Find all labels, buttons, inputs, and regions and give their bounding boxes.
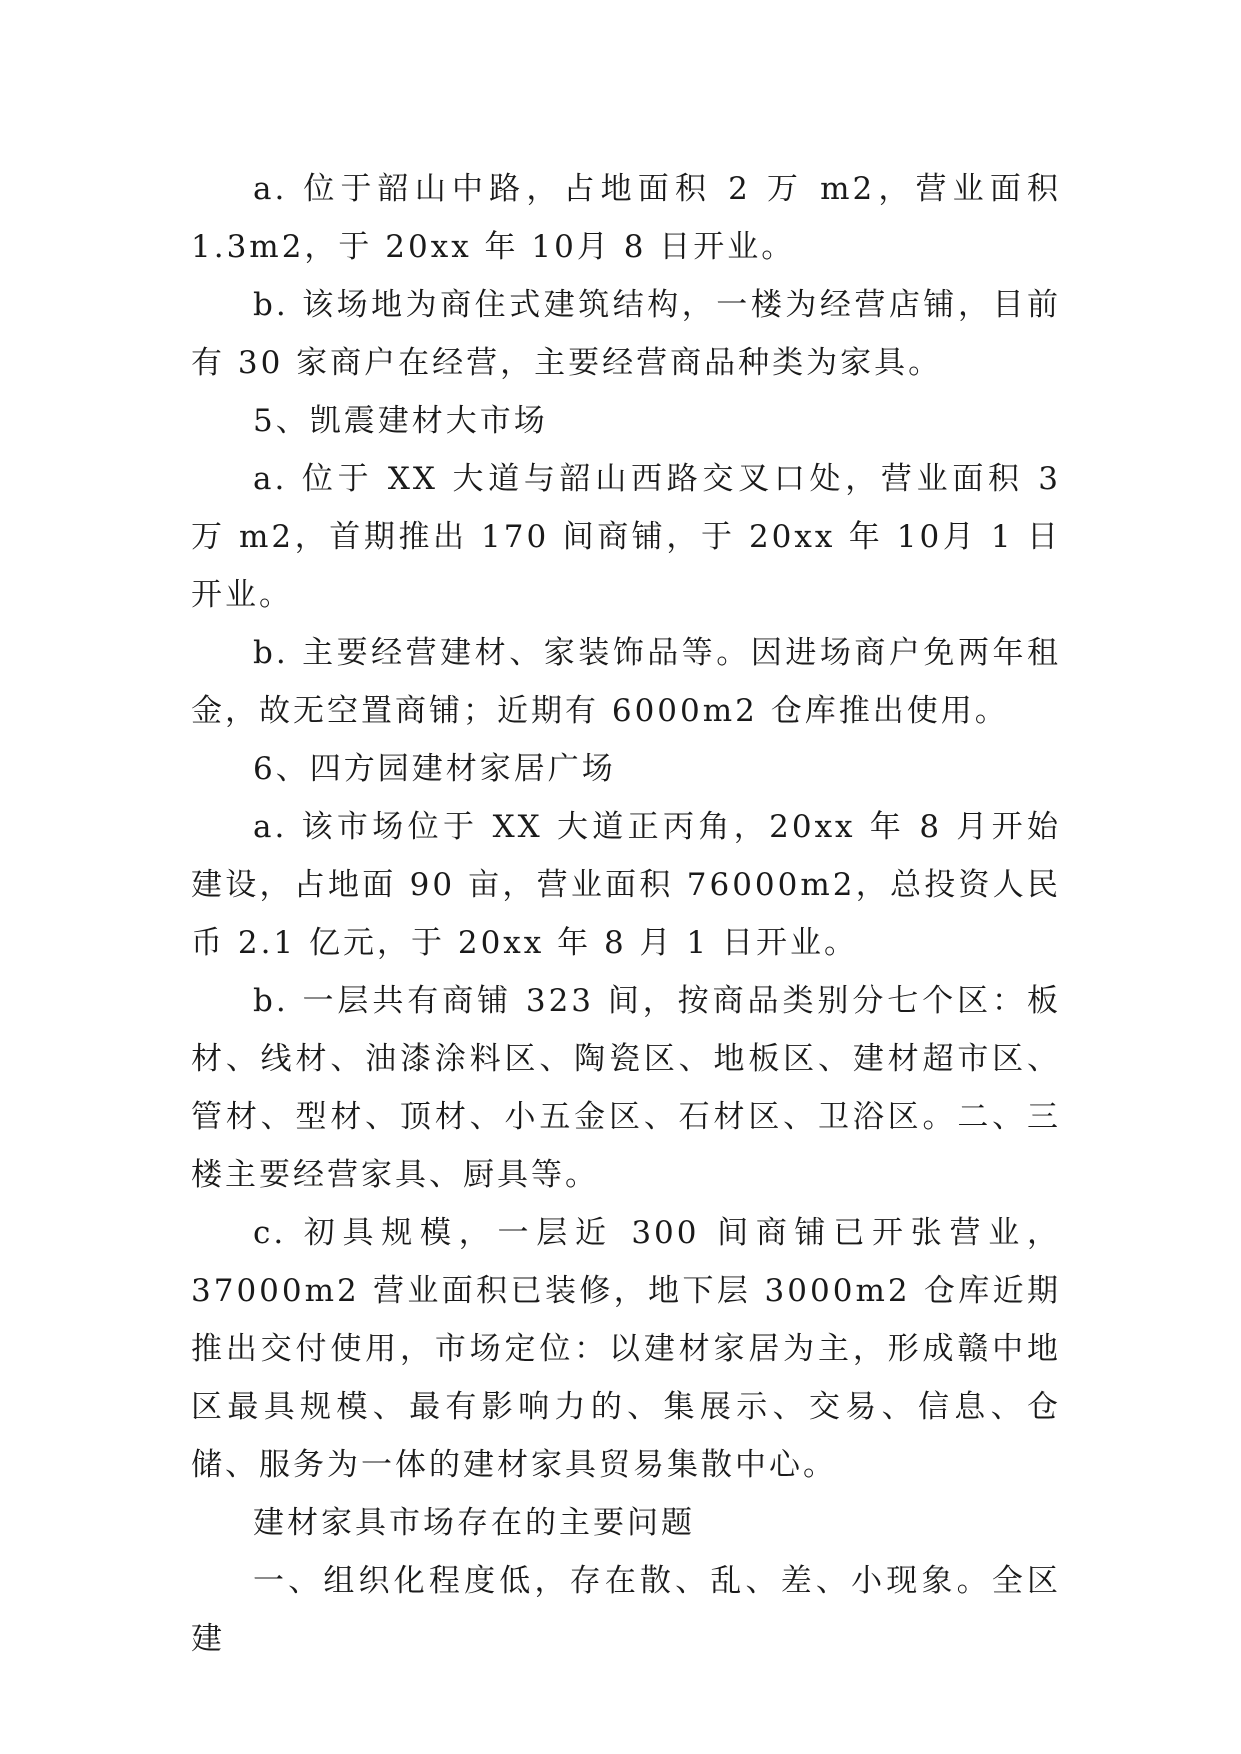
paragraph-3: a. 位于 XX 大道与韶山西路交叉口处，营业面积 3 万 m2，首期推出 170 间商铺，于 20xx 年 10月 1 日开业。 [191, 461, 1061, 613]
paragraph-2: b. 该场地为商住式建筑结构，一楼为经营店铺，目前有 30 家商户在经营，主要经营商品种类为家具。 [191, 287, 1061, 381]
paragraph-7: c. 初具规模，一层近 300 间商铺已开张营业，37000m2 营业面积已装修，地下层 3000m2 仓库近期推出交付使用，市场定位：以建材家居为主，形成赣中地区最具规模、最有影响力的、集展示、交易、信息、仓储、服务为一体的建材家具贸易集散中心。 [191, 1215, 1061, 1483]
paragraph-4: b. 主要经营建材、家装饰品等。因进场商户免两年租金，故无空置商铺；近期有 6000m2 仓库推出使用。 [191, 635, 1061, 729]
document-body [191, 160, 1061, 1668]
section-heading-6: 6、四方园建材家居广场 [253, 751, 616, 787]
section-heading-5: 5、凯震建材大市场 [253, 403, 548, 439]
section-heading-problems: 建材家具市场存在的主要问题 [253, 1505, 695, 1541]
paragraph-8: 一、组织化程度低，存在散、乱、差、小现象。全区建 [191, 1563, 1061, 1657]
paragraph-5: a. 该市场位于 XX 大道正丙角，20xx 年 8 月开始建设，占地面 90 亩，营业面积 76000m2，总投资人民币 2.1 亿元，于 20xx 年 8 月 1 日开业。 [191, 809, 1061, 961]
paragraph-6: b. 一层共有商铺 323 间，按商品类别分七个区：板材、线材、油漆涂料区、陶瓷区、地板区、建材超市区、管材、型材、顶材、小五金区、石材区、卫浴区。二、三楼主要经营家具、厨具等。 [191, 983, 1061, 1193]
paragraph-1: a. 位于韶山中路，占地面积 2 万 m2，营业面积 1.3m2，于 20xx 年 10月 8 日开业。 [191, 171, 1061, 265]
